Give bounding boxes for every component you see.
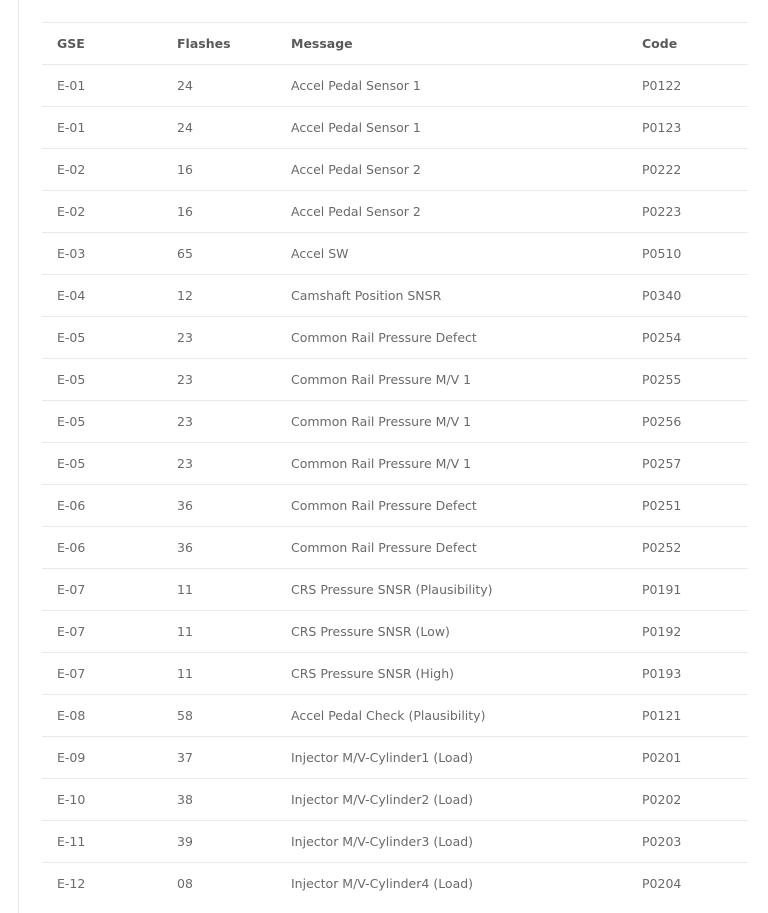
message-cell: Common Rail Pressure Defect bbox=[276, 485, 627, 527]
gse-cell: E-07 bbox=[42, 569, 162, 611]
message-cell: Accel SW bbox=[276, 233, 627, 275]
code-cell: P0257 bbox=[627, 443, 748, 485]
code-cell: P0222 bbox=[627, 149, 748, 191]
header-gse: GSE bbox=[42, 23, 162, 65]
table-row bbox=[42, 317, 748, 359]
table-row bbox=[42, 485, 748, 527]
table-row bbox=[42, 359, 748, 401]
table-row bbox=[42, 653, 748, 695]
gse-cell: E-07 bbox=[42, 611, 162, 653]
gse-cell: E-05 bbox=[42, 401, 162, 443]
gse-cell: E-01 bbox=[42, 65, 162, 107]
table-row bbox=[42, 821, 748, 863]
gse-cell: E-06 bbox=[42, 485, 162, 527]
message-cell: Common Rail Pressure M/V 1 bbox=[276, 401, 627, 443]
flashes-cell: 38 bbox=[162, 779, 276, 821]
gse-cell: E-12 bbox=[42, 863, 162, 905]
table-row bbox=[42, 149, 748, 191]
flashes-cell: 12 bbox=[162, 275, 276, 317]
table-row bbox=[42, 569, 748, 611]
flashes-cell: 24 bbox=[162, 107, 276, 149]
table-row bbox=[42, 233, 748, 275]
message-cell: Common Rail Pressure M/V 1 bbox=[276, 359, 627, 401]
flashes-cell: 23 bbox=[162, 359, 276, 401]
flashes-cell: 65 bbox=[162, 233, 276, 275]
gse-cell: E-06 bbox=[42, 527, 162, 569]
code-cell: P0193 bbox=[627, 653, 748, 695]
table-row bbox=[42, 191, 748, 233]
flashes-cell: 24 bbox=[162, 65, 276, 107]
flashes-cell: 36 bbox=[162, 527, 276, 569]
gse-cell: E-07 bbox=[42, 653, 162, 695]
gse-cell: E-01 bbox=[42, 107, 162, 149]
table-row bbox=[42, 737, 748, 779]
gse-cell: E-02 bbox=[42, 149, 162, 191]
message-cell: Accel Pedal Sensor 1 bbox=[276, 65, 627, 107]
table-row bbox=[42, 65, 748, 107]
code-cell: P0252 bbox=[627, 527, 748, 569]
code-cell: P0340 bbox=[627, 275, 748, 317]
message-cell: CRS Pressure SNSR (Low) bbox=[276, 611, 627, 653]
message-cell: Injector M/V-Cylinder3 (Load) bbox=[276, 821, 627, 863]
table-row bbox=[42, 863, 748, 905]
code-cell: P0255 bbox=[627, 359, 748, 401]
flashes-cell: 11 bbox=[162, 611, 276, 653]
table-row bbox=[42, 275, 748, 317]
header-flashes: Flashes bbox=[162, 23, 276, 65]
gse-cell: E-09 bbox=[42, 737, 162, 779]
code-cell: P0123 bbox=[627, 107, 748, 149]
flashes-cell: 23 bbox=[162, 401, 276, 443]
flashes-cell: 37 bbox=[162, 737, 276, 779]
fault-code-table-container bbox=[42, 22, 748, 904]
table-row bbox=[42, 527, 748, 569]
code-cell: P0192 bbox=[627, 611, 748, 653]
code-cell: P0251 bbox=[627, 485, 748, 527]
gse-cell: E-02 bbox=[42, 191, 162, 233]
table-row bbox=[42, 401, 748, 443]
header-code: Code bbox=[627, 23, 748, 65]
table-row bbox=[42, 443, 748, 485]
code-cell: P0204 bbox=[627, 863, 748, 905]
flashes-cell: 36 bbox=[162, 485, 276, 527]
gse-cell: E-10 bbox=[42, 779, 162, 821]
code-cell: P0256 bbox=[627, 401, 748, 443]
message-cell: Accel Pedal Sensor 1 bbox=[276, 107, 627, 149]
code-cell: P0254 bbox=[627, 317, 748, 359]
gse-cell: E-05 bbox=[42, 317, 162, 359]
flashes-cell: 11 bbox=[162, 569, 276, 611]
message-cell: Common Rail Pressure Defect bbox=[276, 317, 627, 359]
flashes-cell: 11 bbox=[162, 653, 276, 695]
code-cell: P0202 bbox=[627, 779, 748, 821]
code-cell: P0191 bbox=[627, 569, 748, 611]
message-cell: Accel Pedal Check (Plausibility) bbox=[276, 695, 627, 737]
content-left-border bbox=[18, 0, 19, 913]
message-cell: Accel Pedal Sensor 2 bbox=[276, 149, 627, 191]
gse-cell: E-05 bbox=[42, 359, 162, 401]
header-message: Message bbox=[276, 23, 627, 65]
table-row bbox=[42, 695, 748, 737]
flashes-cell: 39 bbox=[162, 821, 276, 863]
table-body bbox=[42, 65, 748, 905]
code-cell: P0203 bbox=[627, 821, 748, 863]
gse-cell: E-03 bbox=[42, 233, 162, 275]
flashes-cell: 23 bbox=[162, 443, 276, 485]
flashes-cell: 16 bbox=[162, 149, 276, 191]
table-row bbox=[42, 611, 748, 653]
message-cell: Camshaft Position SNSR bbox=[276, 275, 627, 317]
flashes-cell: 16 bbox=[162, 191, 276, 233]
gse-cell: E-08 bbox=[42, 695, 162, 737]
code-cell: P0122 bbox=[627, 65, 748, 107]
message-cell: Injector M/V-Cylinder1 (Load) bbox=[276, 737, 627, 779]
message-cell: Common Rail Pressure Defect bbox=[276, 527, 627, 569]
table-row bbox=[42, 779, 748, 821]
flashes-cell: 58 bbox=[162, 695, 276, 737]
table-row bbox=[42, 107, 748, 149]
message-cell: CRS Pressure SNSR (High) bbox=[276, 653, 627, 695]
gse-cell: E-04 bbox=[42, 275, 162, 317]
table-header-row bbox=[42, 23, 748, 65]
message-cell: Accel Pedal Sensor 2 bbox=[276, 191, 627, 233]
gse-cell: E-05 bbox=[42, 443, 162, 485]
code-cell: P0510 bbox=[627, 233, 748, 275]
gse-cell: E-11 bbox=[42, 821, 162, 863]
code-cell: P0201 bbox=[627, 737, 748, 779]
message-cell: Injector M/V-Cylinder2 (Load) bbox=[276, 779, 627, 821]
flashes-cell: 23 bbox=[162, 317, 276, 359]
flashes-cell: 08 bbox=[162, 863, 276, 905]
message-cell: Injector M/V-Cylinder4 (Load) bbox=[276, 863, 627, 905]
message-cell: CRS Pressure SNSR (Plausibility) bbox=[276, 569, 627, 611]
message-cell: Common Rail Pressure M/V 1 bbox=[276, 443, 627, 485]
code-cell: P0121 bbox=[627, 695, 748, 737]
code-cell: P0223 bbox=[627, 191, 748, 233]
fault-code-table bbox=[42, 22, 748, 904]
